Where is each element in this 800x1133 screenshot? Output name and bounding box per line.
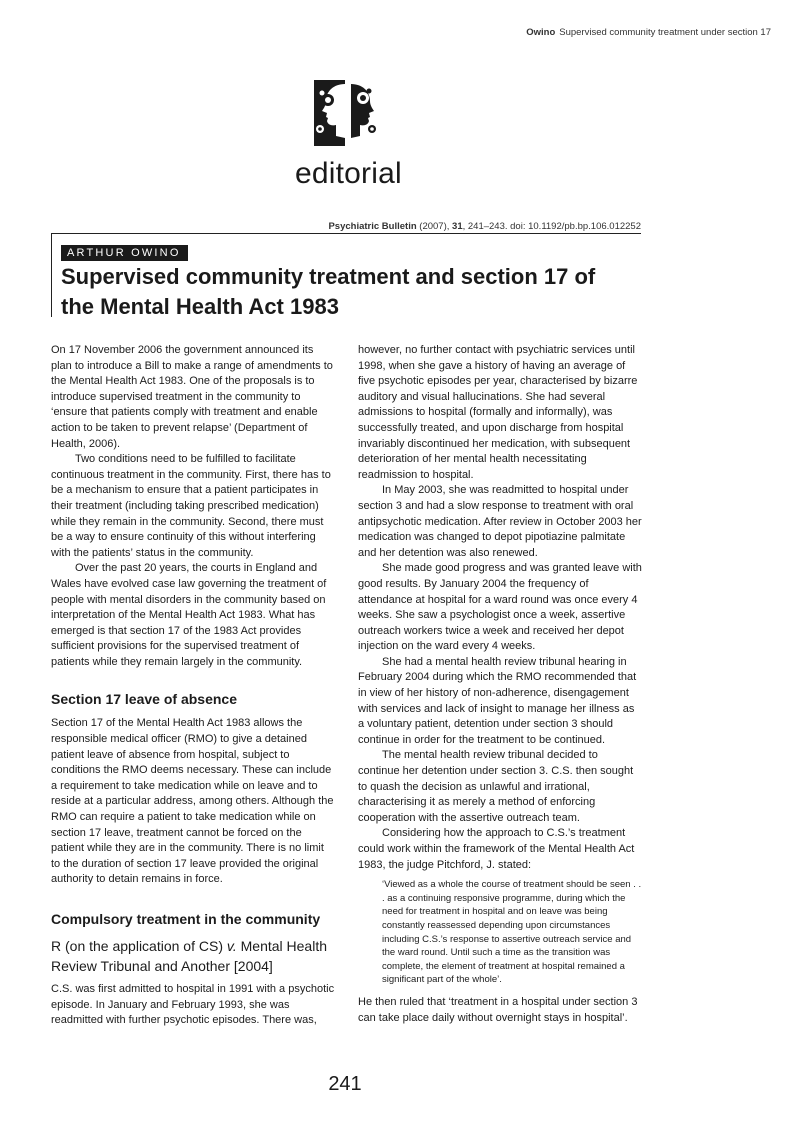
header-rule-vertical	[51, 233, 52, 317]
header-rule-horizontal	[51, 233, 641, 234]
paragraph: He then ruled that ‘treatment in a hospital under section 3 can take place daily without overnight stays in hospital’.	[358, 995, 638, 1024]
citation-volume: 31	[452, 221, 463, 232]
case-heading	[51, 936, 335, 976]
paragraph: Considering how the approach to C.S.’s treatment could work within the framework of the Mental Health Act 1983, the judge Pitchford, J. stated:	[358, 827, 635, 871]
citation-journal: Psychiatric Bulletin	[328, 221, 417, 232]
paragraph: C.S. was first admitted to hospital in 1991 with a psychotic episode. In January and February 1993, she was readmitted with further psychotic episodes. There was,	[51, 983, 335, 1027]
paragraph: Section 17 of the Mental Health Act 1983 allows the responsible medical officer (RMO) to give a detained patient leave of absence from hospital, subject to conditions the RMO deems necessary. These can include a requirement to take medication while on leave and to reside at a particular address, among others. Although the RMO can require a patient to take medication while on section 17 leave, treatment cannot be forced on the patient while they are in the community. There is no limit to the duration of section 17 leave provided the original authority to detain remains in force.	[51, 717, 334, 886]
page-number: 241	[328, 1073, 362, 1095]
paragraph: Over the past 20 years, the courts in England and Wales have evolved case law governing the treatment of people with mental disorders in the community based on interpretation of the Mental Health Act 1983. What has emerged is that section 17 of the 1983 Act provides sufficient provisions for the supervised treatment of patients while they remain largely in the community.	[51, 562, 327, 668]
paragraph: The mental health review tribunal decided to continue her detention under section 3. C.S. then sought to quash the decision as unlawful and irrational, characterising it as merely a method of enforcing cooperation with the assertive outreach team.	[358, 749, 634, 824]
paragraph: She made good progress and was granted leave with good results. By January 2004 the frequency of attendance at hospital for a ward round was once every 4 weeks. She saw a psychologist once a week, assertive outreach workers twice a week and received her depot injection on the ward every 4 weeks.	[358, 562, 642, 653]
editorial-logo-icon	[314, 80, 380, 146]
running-head	[526, 27, 771, 38]
heading-compulsory-treatment: Compulsory treatment in the community	[51, 911, 321, 927]
heading-section-17-leave: Section 17 leave of absence	[51, 691, 237, 708]
running-head-author: Owino	[526, 27, 556, 38]
paragraph: On 17 November 2006 the government announced its plan to introduce a Bill to make a range of amendments to the Mental Health Act 1983. One of the proposals is to introduce supervised treatment in the community to ‘ensure that patients comply with treatment and enable action to be taken to prevent relapse’ (Department of Health, 2006).	[51, 344, 333, 450]
right-column	[358, 343, 642, 1026]
case-versus: v.	[226, 938, 237, 954]
citation-year: (2007),	[419, 221, 450, 232]
block-quote: ‘Viewed as a whole the course of treatment should be seen . . . as a continuing responsive programme, during which the need for treatment in hospital and on leave was being constantly reassessed depending upon circumstances including C.S.’s response to assertive outreach service and the ward round. Until such a time as the transition was complete, the element of treatment at hospital remained a significant part of the whole’.	[382, 879, 642, 986]
case-name-continued: Mental Health Review Tribunal and Another [2004]	[51, 938, 328, 974]
article-title: Supervised community treatment and section 17 of the Mental Health Act 1983	[61, 264, 596, 319]
paragraph: however, no further contact with psychiatric services until 1998, when she gave a history of having an average of five psychotic episodes per year, characterised by bizarre auditory and visual hallucinations. She had several admissions to hospital (formally and informally), was successfully treated, and upon discharge from hospital invariably discontinued her medication, with subsequent deterioration of her mental health necessitating readmission to hospital.	[358, 344, 638, 481]
paragraph: In May 2003, she was readmitted to hospital under section 3 and had a slow response to treatment with oral antipsychotic medication. After review in October 2003 her medication was changed to depot pipotiazine palmitate and her detention was also renewed.	[358, 484, 642, 559]
left-column	[51, 343, 335, 1029]
citation-pages-doi: , 241–243. doi: 10.1192/pb.bp.106.012252	[462, 221, 641, 232]
citation	[328, 221, 641, 232]
case-name: R (on the application of CS)	[51, 938, 227, 954]
section-label: editorial	[295, 157, 402, 190]
running-head-title: Supervised community treatment under section 17	[559, 27, 771, 38]
paragraph: She had a mental health review tribunal hearing in February 2004 during which the RMO recommended that in view of her history of non-adherence, disengagement with services and lack of insight to manage her illness as a voluntary patient, detention under section 3 should continue in order for the treatment to be continued.	[358, 655, 637, 746]
article-author: ARTHUR OWINO	[61, 245, 188, 261]
paragraph: Two conditions need to be fulfilled to facilitate continuous treatment in the community. First, there has to be a mechanism to ensure that a patient participates in their treatment (including taking prescribed medication) while they remain in the community. Second, there must be a way to ensure continuity of this without interfering with the patients’ status in the community.	[51, 453, 331, 559]
